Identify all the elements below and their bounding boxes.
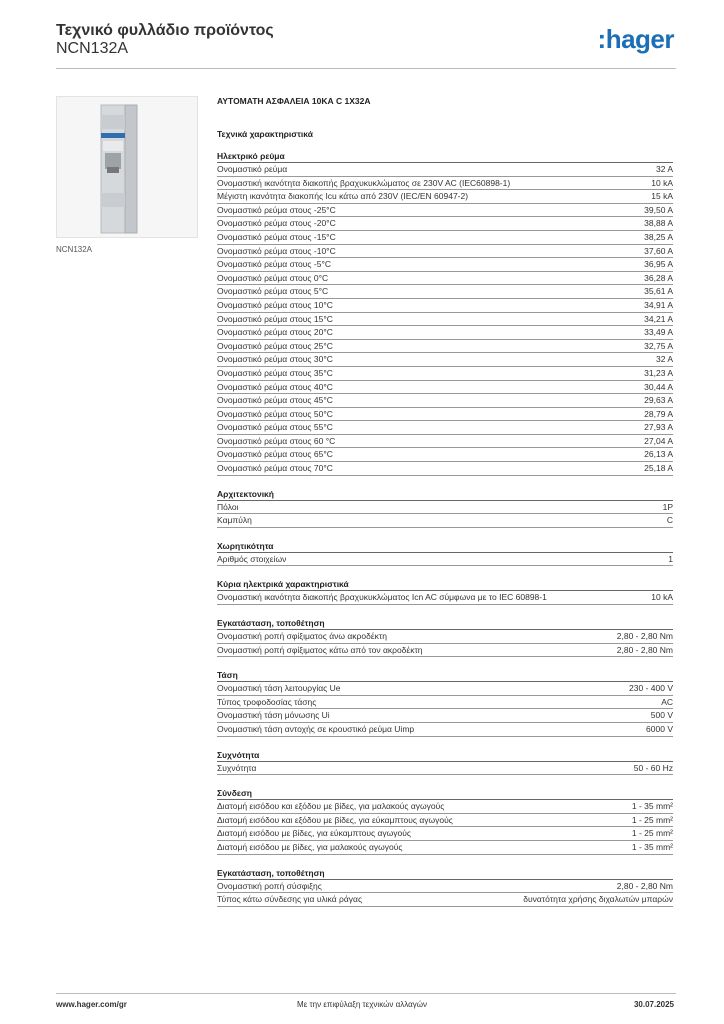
spec-row (217, 462, 673, 476)
spec-value: 15 kA (651, 191, 673, 202)
spec-row (217, 435, 673, 449)
spec-label: Ονομαστική ροπή σφίξιματος κάτω από τον ακροδέκτη (217, 644, 423, 655)
spec-row (217, 448, 673, 462)
spec-row (217, 644, 673, 658)
spec-value: 28,79 A (644, 408, 673, 419)
spec-label: Ονομαστικό ρεύμα στους 40°C (217, 381, 333, 392)
spec-value: 10 kA (651, 177, 673, 188)
spec-row (217, 367, 673, 381)
spec-value: 36,28 A (644, 272, 673, 283)
spec-value: 10 kA (651, 592, 673, 603)
spec-section (217, 618, 673, 657)
spec-label: Ονομαστική τάση μόνωσης Ui (217, 710, 330, 721)
spec-value: 1 - 35 mm² (631, 801, 673, 812)
spec-row (217, 326, 673, 340)
spec-section (217, 750, 673, 776)
spec-row (217, 217, 673, 231)
section-title: Αρχιτεκτονική (217, 489, 673, 501)
spec-value: 1 - 25 mm² (631, 814, 673, 825)
spec-label: Διατομή εισόδου και εξόδου με βίδες, για εύκαμπτους αγωγούς (217, 814, 453, 825)
spec-value: C (666, 515, 673, 526)
spec-value: 2,80 - 2,80 Nm (616, 631, 673, 642)
spec-label: Ονομαστικό ρεύμα στους 45°C (217, 395, 333, 406)
spec-value: 33,49 A (644, 327, 673, 338)
spec-value: 36,95 A (644, 259, 673, 270)
spec-row (217, 800, 673, 814)
section-title: Εγκατάσταση, τοποθέτηση (217, 618, 673, 630)
spec-row (217, 421, 673, 435)
spec-row (217, 591, 673, 605)
spec-value: 27,04 A (644, 435, 673, 446)
spec-row (217, 682, 673, 696)
product-name: ΑΥΤΟΜΑΤΗ ΑΣΦΑΛΕΙΑ 10ΚΑ C 1X32A (217, 96, 371, 106)
spec-section (217, 868, 673, 907)
spec-row (217, 299, 673, 313)
spec-value: 25,18 A (644, 463, 673, 474)
spec-row (217, 553, 673, 567)
spec-label: Καμπύλη (217, 515, 252, 526)
spec-section (217, 151, 673, 476)
spec-value: 38,88 A (644, 218, 673, 229)
spec-value: 32 A (655, 164, 673, 174)
spec-label: Ονομαστικό ρεύμα στους 35°C (217, 367, 333, 378)
spec-row (217, 501, 673, 515)
spec-row (217, 630, 673, 644)
spec-row (217, 204, 673, 218)
spec-label: Ονομαστικό ρεύμα στους -25°C (217, 204, 336, 215)
spec-value: AC (661, 696, 673, 707)
spec-label: Διατομή εισόδου και εξόδου με βίδες, για μαλακούς αγωγούς (217, 801, 445, 812)
spec-value: 1 (668, 553, 673, 564)
section-title: Χωρητικότητα (217, 541, 673, 553)
spec-value: 34,91 A (644, 299, 673, 310)
spec-row (217, 408, 673, 422)
spec-value: 39,50 A (644, 204, 673, 215)
spec-label: Ονομαστική ικανότητα διακοπής βραχυκυκλώματος Icn AC σύμφωνα με το IEC 60898-1 (217, 592, 547, 603)
spec-label: Τύπος τροφοδοσίας τάσης (217, 696, 317, 707)
spec-label: Ονομαστικό ρεύμα (217, 164, 288, 174)
section-title: Κύρια ηλεκτρικά χαρακτηριστικά (217, 579, 673, 591)
spec-label: Ονομαστική ροπή σφίξιματος άνω ακροδέκτη (217, 631, 387, 642)
spec-label: Ονομαστικό ρεύμα στους -20°C (217, 218, 336, 229)
footer-divider (56, 993, 676, 994)
spec-row (217, 893, 673, 907)
spec-label: Ονομαστική τάση λειτουργίας Ue (217, 683, 341, 694)
spec-value: 37,60 A (644, 245, 673, 256)
spec-label: Ονομαστικό ρεύμα στους 25°C (217, 340, 333, 351)
spec-section (217, 489, 673, 528)
spec-label: Ονομαστικό ρεύμα στους 65°C (217, 449, 333, 460)
spec-label: Ονομαστική τάση αντοχής σε κρουστικό ρεύμα Uimp (217, 724, 415, 734)
spec-row (217, 814, 673, 828)
spec-label: Ονομαστικό ρεύμα στους -10°C (217, 245, 336, 256)
spec-label: Ονομαστικό ρεύμα στους 60 °C (217, 435, 336, 446)
section-title: Τάση (217, 670, 673, 682)
spec-value: 2,80 - 2,80 Nm (616, 644, 673, 655)
footer-notice: Με την επιφύλαξη τεχνικών αλλαγών (297, 1000, 427, 1009)
tech-heading: Τεχνικά χαρακτηριστικά (217, 129, 313, 139)
spec-row (217, 190, 673, 204)
spec-label: Ονομαστικό ρεύμα στους 30°C (217, 354, 333, 365)
spec-value: 500 V (650, 710, 673, 721)
spec-row (217, 340, 673, 354)
spec-label: Αριθμός στοιχείων (217, 553, 287, 564)
spec-label: Ονομαστικό ρεύμα στους 20°C (217, 327, 333, 338)
spec-value: 38,25 A (644, 231, 673, 242)
spec-value: 32 A (655, 354, 673, 365)
spec-section (217, 541, 673, 567)
spec-value: 34,21 A (644, 313, 673, 324)
spec-label: Ονομαστικό ρεύμα στους 50°C (217, 408, 333, 419)
section-title: Ηλεκτρικό ρεύμα (217, 151, 673, 163)
spec-row (217, 353, 673, 367)
spec-label: Ονομαστικό ρεύμα στους 15°C (217, 313, 333, 324)
spec-value: 230 - 400 V (629, 683, 673, 694)
spec-row (217, 827, 673, 841)
spec-label: Τύπος κάτω σύνδεσης για υλικά ράγας (217, 894, 363, 905)
spec-row (217, 696, 673, 710)
spec-value: δυνατότητα χρήσης διχαλωτών μπαρών (523, 894, 673, 905)
section-title: Συχνότητα (217, 750, 673, 762)
spec-label: Ονομαστικό ρεύμα στους 55°C (217, 422, 333, 433)
spec-row (217, 514, 673, 528)
spec-row (217, 245, 673, 259)
spec-value: 2,80 - 2,80 Nm (616, 880, 673, 891)
spec-value: 50 - 60 Hz (633, 762, 673, 773)
spec-row (217, 177, 673, 191)
spec-label: Πόλοι (217, 501, 239, 512)
spec-sections (217, 151, 673, 907)
page-title: Τεχνικό φυλλάδιο προϊόντος (56, 22, 274, 39)
spec-label: Μέγιστη ικανότητα διακοπής Icu κάτω από 230V (IEC/EN 60947-2) (217, 191, 469, 202)
spec-row (217, 841, 673, 855)
spec-row (217, 285, 673, 299)
spec-value: 29,63 A (644, 395, 673, 406)
header-divider (56, 68, 676, 69)
footer-website: www.hager.com/gr (56, 1000, 127, 1009)
spec-label: Ονομαστικό ρεύμα στους 70°C (217, 463, 333, 474)
spec-row (217, 381, 673, 395)
spec-label: Ονομαστική ικανότητα διακοπής βραχυκυκλώματος σε 230V AC (IEC60898-1) (217, 177, 511, 188)
spec-label: Ονομαστικό ρεύμα στους 10°C (217, 299, 333, 310)
spec-label: Ονομαστικό ρεύμα στους 0°C (217, 272, 329, 283)
spec-value: 35,61 A (644, 286, 673, 297)
spec-value: 6000 V (646, 724, 673, 734)
spec-row (217, 272, 673, 286)
spec-row (217, 394, 673, 408)
spec-row (217, 313, 673, 327)
spec-row (217, 231, 673, 245)
spec-section (217, 670, 673, 736)
spec-value: 30,44 A (644, 381, 673, 392)
spec-row (217, 880, 673, 894)
section-title: Εγκατάσταση, τοποθέτηση (217, 868, 673, 880)
spec-value: 1 - 25 mm² (631, 828, 673, 839)
spec-label: Ονομαστική ροπή σύσφιξης (217, 880, 322, 891)
spec-row (217, 709, 673, 723)
spec-value: 1P (662, 501, 673, 512)
spec-content (217, 96, 673, 920)
image-caption: NCN132A (56, 245, 93, 254)
section-title: Σύνδεση (217, 788, 673, 800)
spec-section (217, 788, 673, 854)
spec-label: Ονομαστικό ρεύμα στους -15°C (217, 231, 336, 242)
spec-row (217, 723, 673, 737)
spec-row (217, 762, 673, 776)
spec-label: Διατομή εισόδου με βίδες, για εύκαμπτους αγωγούς (217, 828, 411, 839)
spec-label: Ονομαστικό ρεύμα στους 5°C (217, 286, 329, 297)
footer-date: 30.07.2025 (633, 1000, 674, 1009)
spec-row (217, 258, 673, 272)
product-image (56, 96, 198, 238)
spec-value: 26,13 A (644, 449, 673, 460)
spec-section (217, 579, 673, 605)
spec-value: 32,75 A (644, 340, 673, 351)
spec-value: 1 - 35 mm² (631, 841, 673, 852)
spec-value: 27,93 A (644, 422, 673, 433)
spec-label: Συχνότητα (217, 762, 257, 773)
spec-label: Διατομή εισόδου με βίδες, για μαλακούς αγωγούς (217, 841, 403, 852)
spec-label: Ονομαστικό ρεύμα στους -5°C (217, 259, 331, 270)
spec-row (217, 163, 673, 177)
spec-value: 31,23 A (644, 367, 673, 378)
hager-logo: :hager (597, 24, 674, 54)
product-code: NCN132A (56, 40, 129, 57)
